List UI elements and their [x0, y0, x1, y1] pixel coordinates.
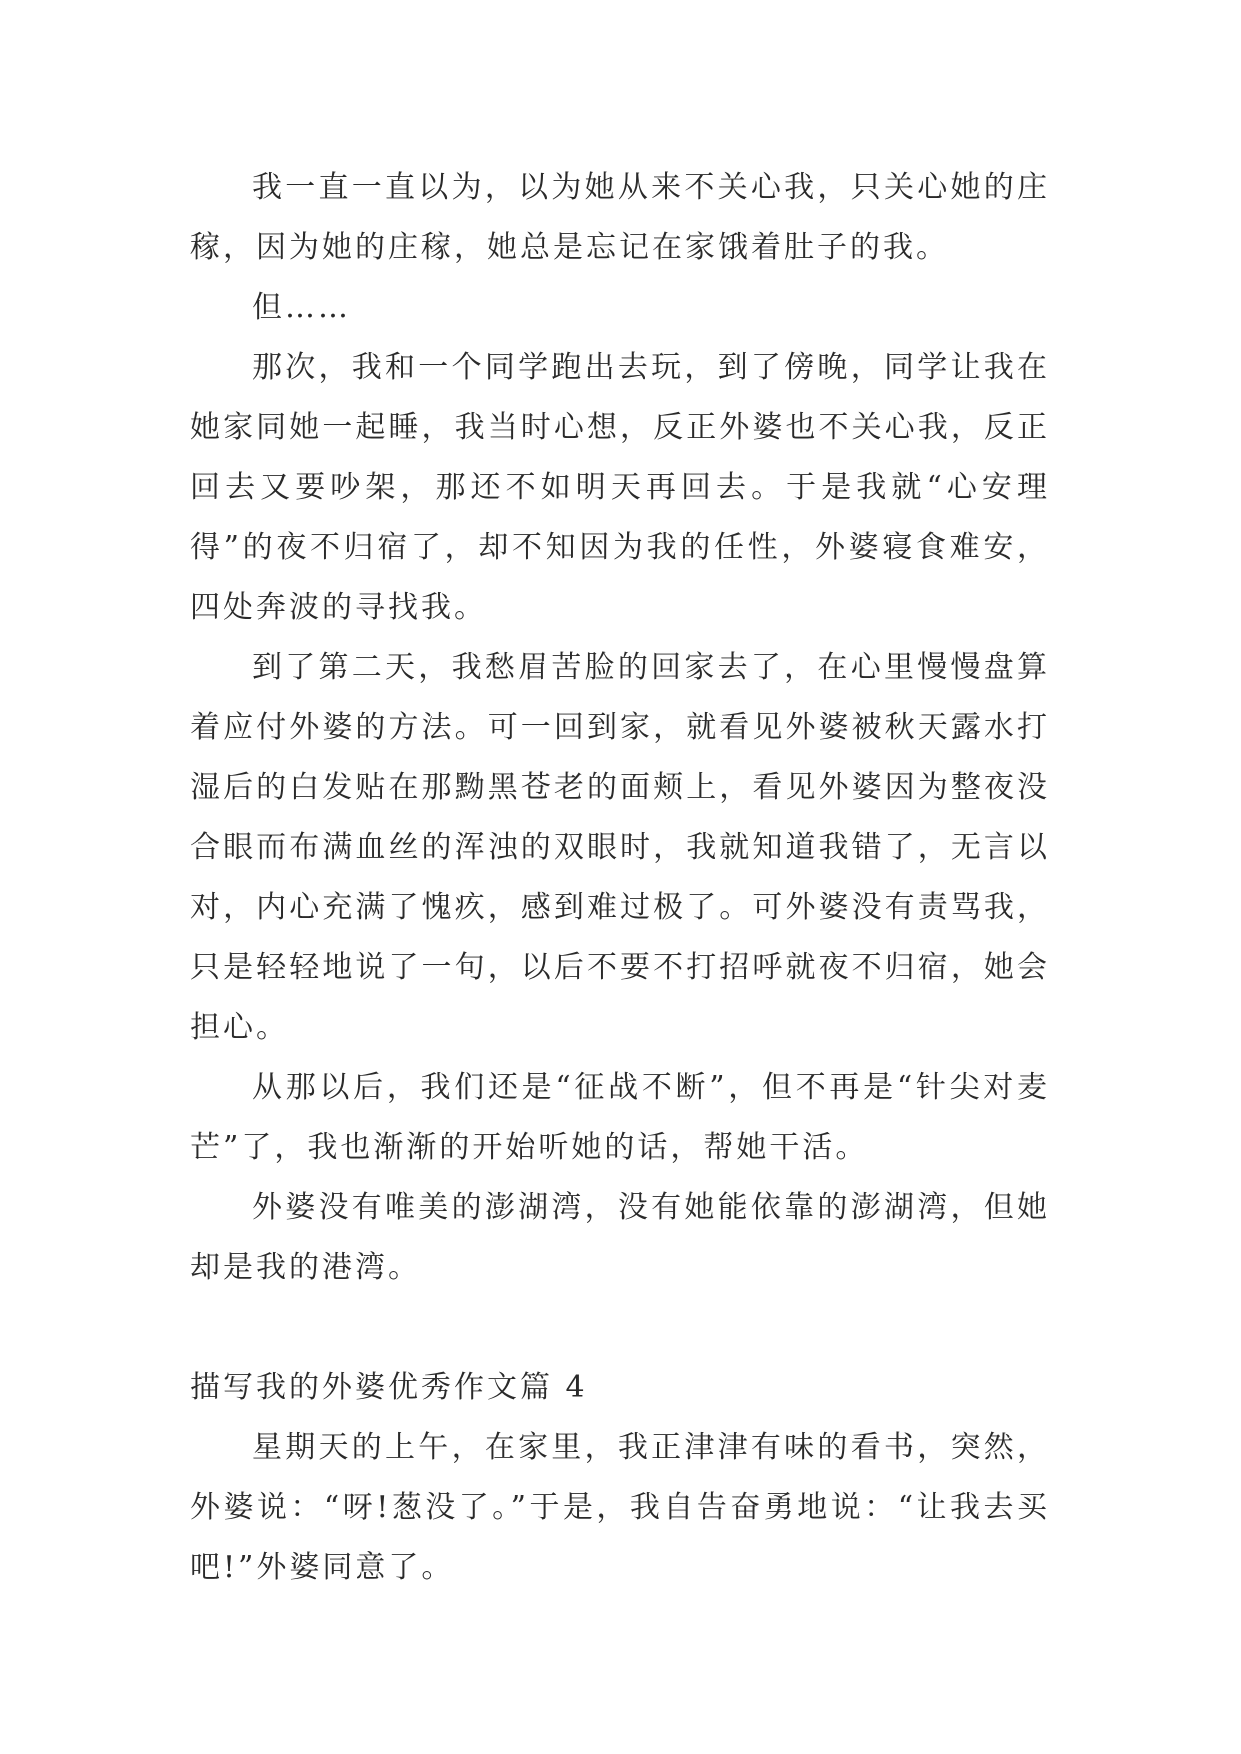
paragraph: 从那以后，我们还是“征战不断”，但不再是“针尖对麦芒”了，我也渐渐的开始听她的话，帮她干活。: [190, 1070, 1050, 1165]
paragraph: 星期天的上午，在家里，我正津津有味的看书，突然，外婆说：“呀!葱没了。”于是，我自告奋勇地说：“让我去买吧!”外婆同意了。: [190, 1430, 1050, 1585]
paragraph: 到了第二天，我愁眉苦脸的回家去了，在心里慢慢盘算着应付外婆的方法。可一回到家，就看见外婆被秋天露水打湿后的白发贴在那黝黑苍老的面颊上，看见外婆因为整夜没合眼而布满血丝的浑浊的双眼时，我就知道我错了，无言以对，内心充满了愧疚，感到难过极了。可外婆没有责骂我，只是轻轻地说了一句，以后不要不打招呼就夜不归宿，她会担心。: [190, 650, 1050, 1045]
section-heading: 描写我的外婆优秀作文篇 4: [190, 1370, 588, 1405]
paragraph: 我一直一直以为，以为她从来不关心我，只关心她的庄稼，因为她的庄稼，她总是忘记在家饿着肚子的我。: [190, 170, 1050, 265]
paragraph: 但……: [252, 290, 351, 325]
document-body: [190, 158, 1050, 1598]
paragraph: 外婆没有唯美的澎湖湾，没有她能依靠的澎湖湾，但她却是我的港湾。: [190, 1190, 1050, 1285]
paragraph: 那次，我和一个同学跑出去玩，到了傍晚，同学让我在她家同她一起睡，我当时心想，反正外婆也不关心我，反正回去又要吵架，那还不如明天再回去。于是我就“心安理得”的夜不归宿了，却不知因为我的任性，外婆寝食难安，四处奔波的寻找我。: [190, 350, 1050, 625]
